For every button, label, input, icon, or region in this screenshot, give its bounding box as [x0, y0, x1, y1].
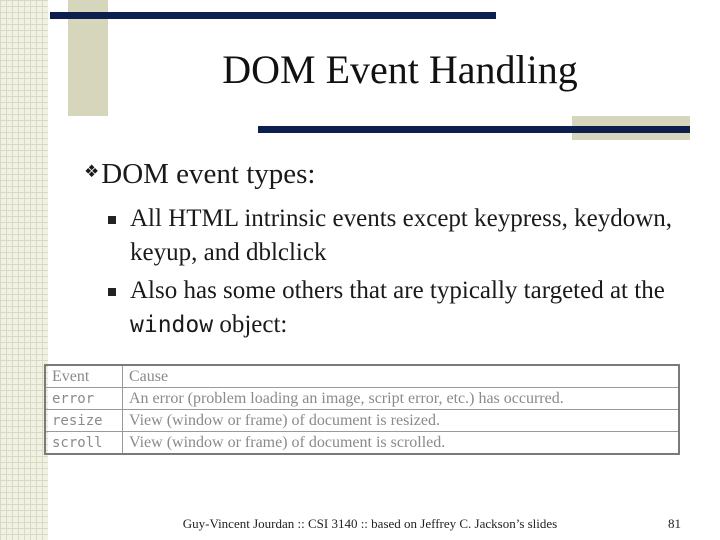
window-code: window: [130, 312, 214, 338]
slide-title: DOM Event Handling: [222, 47, 578, 92]
event-cause-cell: View (window or frame) of document is resized.: [123, 410, 680, 432]
event-name-cell: error: [45, 388, 123, 410]
decorative-bottom-bar: [258, 126, 690, 133]
diamond-bullet-icon: ❖: [84, 162, 100, 181]
decorative-top-bar: [50, 12, 496, 19]
bullet-level1-text: DOM event types:: [101, 158, 316, 190]
sub-bullet-1: [108, 202, 688, 270]
square-bullet-icon: [108, 288, 116, 296]
sub-bullet-1-text: All HTML intrinsic events except keypress, keydown, keyup, and dblclick: [130, 205, 673, 266]
bullet-level1: [84, 156, 316, 196]
header-event: Event: [45, 365, 123, 388]
event-cause-cell: An error (problem loading an image, script error, etc.) has occurred.: [123, 388, 680, 410]
decorative-grid-strip: [0, 0, 48, 540]
square-bullet-icon: [108, 216, 116, 224]
sub-bullet-2-text-after: object:: [213, 311, 288, 338]
event-name-cell: scroll: [45, 432, 123, 455]
footer-credit: Guy-Vincent Jourdan :: CSI 3140 :: based on Jeffrey C. Jackson’s slides: [182, 516, 558, 531]
page-number: 81: [668, 516, 681, 531]
sub-bullet-2-text-before: Also has some others that are typically targeted at the: [130, 277, 665, 304]
table-row: [45, 432, 679, 455]
event-name-cell: resize: [45, 410, 123, 432]
table-row: [45, 388, 679, 410]
sub-bullet-2-text: [108, 274, 688, 342]
event-cause-cell: View (window or frame) of document is scrolled.: [123, 432, 680, 455]
event-table: [44, 364, 680, 455]
sub-bullet-2: [108, 274, 688, 342]
header-cause: Cause: [123, 365, 680, 388]
table-header-row: [45, 365, 679, 388]
table-row: [45, 410, 679, 432]
